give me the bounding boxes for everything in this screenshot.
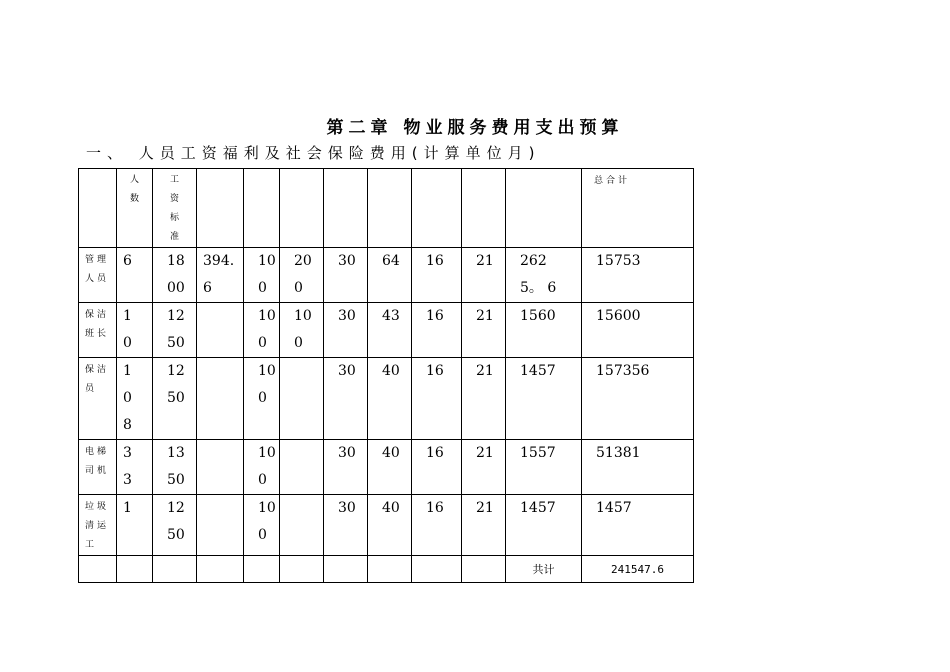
header-empty (244, 169, 280, 248)
cell-text: 6 (123, 253, 132, 269)
cell-col-11: 15753 (582, 248, 694, 303)
cell-col-9: 21 (462, 440, 506, 495)
cell-col-3 (197, 440, 244, 495)
cell-col-6: 30 (324, 358, 368, 440)
cell-col-6: 30 (324, 303, 368, 358)
cell-text: 1557 (520, 445, 556, 461)
cell-col-3 (197, 248, 244, 303)
cell-col-4 (244, 358, 280, 440)
cell-col-4 (244, 495, 280, 556)
cell-col-1 (117, 440, 153, 495)
cell-col-7: 40 (368, 440, 412, 495)
cell-text: 1 (123, 500, 132, 516)
header-empty (324, 169, 368, 248)
cell-col-8: 16 (412, 248, 462, 303)
cell-col-2 (153, 440, 197, 495)
table-row (79, 358, 694, 440)
cell-text: 1250 (167, 500, 185, 543)
header-empty (280, 169, 324, 248)
cell-text: 100 (258, 445, 276, 488)
total-empty-cell (324, 556, 368, 583)
cell-col-11: 15600 (582, 303, 694, 358)
cell-col-6: 30 (324, 248, 368, 303)
total-value: 241547.6 (582, 556, 694, 583)
cell-col-10 (506, 440, 582, 495)
cell-col-4 (244, 440, 280, 495)
chapter-title: 第二章 物业服务费用支出预算 (326, 118, 624, 138)
table-row (79, 495, 694, 556)
table-row (79, 248, 694, 303)
cell-col-8: 16 (412, 495, 462, 556)
cell-col-11: 1457 (582, 495, 694, 556)
cell-col-4 (244, 248, 280, 303)
row-label: 保洁员 (79, 358, 117, 440)
cell-col-1 (117, 358, 153, 440)
total-empty-cell (79, 556, 117, 583)
total-empty-cell (244, 556, 280, 583)
header-row (79, 169, 694, 248)
cell-col-3 (197, 358, 244, 440)
header-grand-total: 总合计 (582, 169, 694, 248)
cell-col-5 (280, 248, 324, 303)
row-label: 电梯司机 (79, 440, 117, 495)
section-title: 一、 人员工资福利及社会保险费用(计算单位月) (86, 144, 541, 162)
cell-col-2 (153, 303, 197, 358)
cell-text: 1350 (167, 445, 185, 488)
cell-col-9: 21 (462, 248, 506, 303)
cell-col-7: 40 (368, 358, 412, 440)
cell-text: 100 (258, 253, 276, 296)
cell-text: 394.6 (203, 253, 235, 296)
cell-col-9: 21 (462, 495, 506, 556)
cell-col-10 (506, 358, 582, 440)
header-empty (412, 169, 462, 248)
cell-col-7: 64 (368, 248, 412, 303)
header-people-count: 人数 (117, 169, 153, 248)
budget-table (78, 168, 694, 583)
cell-text: 100 (294, 308, 312, 351)
cell-col-11: 51381 (582, 440, 694, 495)
cell-text: 108 (123, 363, 132, 433)
cell-col-5 (280, 358, 324, 440)
header-empty (197, 169, 244, 248)
header-empty (462, 169, 506, 248)
cell-text: 2625。 6 (520, 253, 557, 296)
cell-col-8: 16 (412, 358, 462, 440)
cell-col-5 (280, 440, 324, 495)
cell-col-2 (153, 358, 197, 440)
total-empty-cell (412, 556, 462, 583)
cell-col-5 (280, 303, 324, 358)
cell-col-9: 21 (462, 303, 506, 358)
cell-col-8: 16 (412, 303, 462, 358)
total-row (79, 556, 694, 583)
cell-text: 1457 (520, 500, 556, 516)
cell-col-6: 30 (324, 495, 368, 556)
cell-text: 200 (294, 253, 312, 296)
cell-text: 100 (258, 500, 276, 543)
cell-col-7: 43 (368, 303, 412, 358)
cell-col-3 (197, 303, 244, 358)
total-empty-cell (117, 556, 153, 583)
cell-text: 1560 (520, 308, 556, 324)
row-label: 管理人员 (79, 248, 117, 303)
cell-col-2 (153, 495, 197, 556)
total-empty-cell (153, 556, 197, 583)
cell-text: 33 (123, 445, 132, 488)
header-empty (368, 169, 412, 248)
cell-text: 1457 (520, 363, 556, 379)
cell-col-6: 30 (324, 440, 368, 495)
cell-text: 100 (258, 308, 276, 351)
header-empty (79, 169, 117, 248)
total-empty-cell (280, 556, 324, 583)
total-empty-cell (368, 556, 412, 583)
cell-text: 1800 (167, 253, 185, 296)
table-row (79, 440, 694, 495)
cell-text: 1250 (167, 308, 185, 351)
cell-col-1 (117, 495, 153, 556)
cell-text: 100 (258, 363, 276, 406)
cell-text: 1250 (167, 363, 185, 406)
cell-col-4 (244, 303, 280, 358)
cell-col-5 (280, 495, 324, 556)
cell-col-1 (117, 303, 153, 358)
cell-col-11: 157356 (582, 358, 694, 440)
header-empty (506, 169, 582, 248)
cell-col-1 (117, 248, 153, 303)
header-wage-standard: 工资标准 (153, 169, 197, 248)
cell-text: 10 (123, 308, 132, 351)
cell-col-7: 40 (368, 495, 412, 556)
total-empty-cell (197, 556, 244, 583)
cell-col-2 (153, 248, 197, 303)
cell-col-10 (506, 495, 582, 556)
total-empty-cell (462, 556, 506, 583)
row-label: 保洁班长 (79, 303, 117, 358)
cell-col-3 (197, 495, 244, 556)
cell-col-8: 16 (412, 440, 462, 495)
cell-col-9: 21 (462, 358, 506, 440)
cell-col-10 (506, 248, 582, 303)
cell-col-10 (506, 303, 582, 358)
total-label: 共计 (506, 556, 582, 583)
table-row (79, 303, 694, 358)
row-label: 垃圾清运工 (79, 495, 117, 556)
